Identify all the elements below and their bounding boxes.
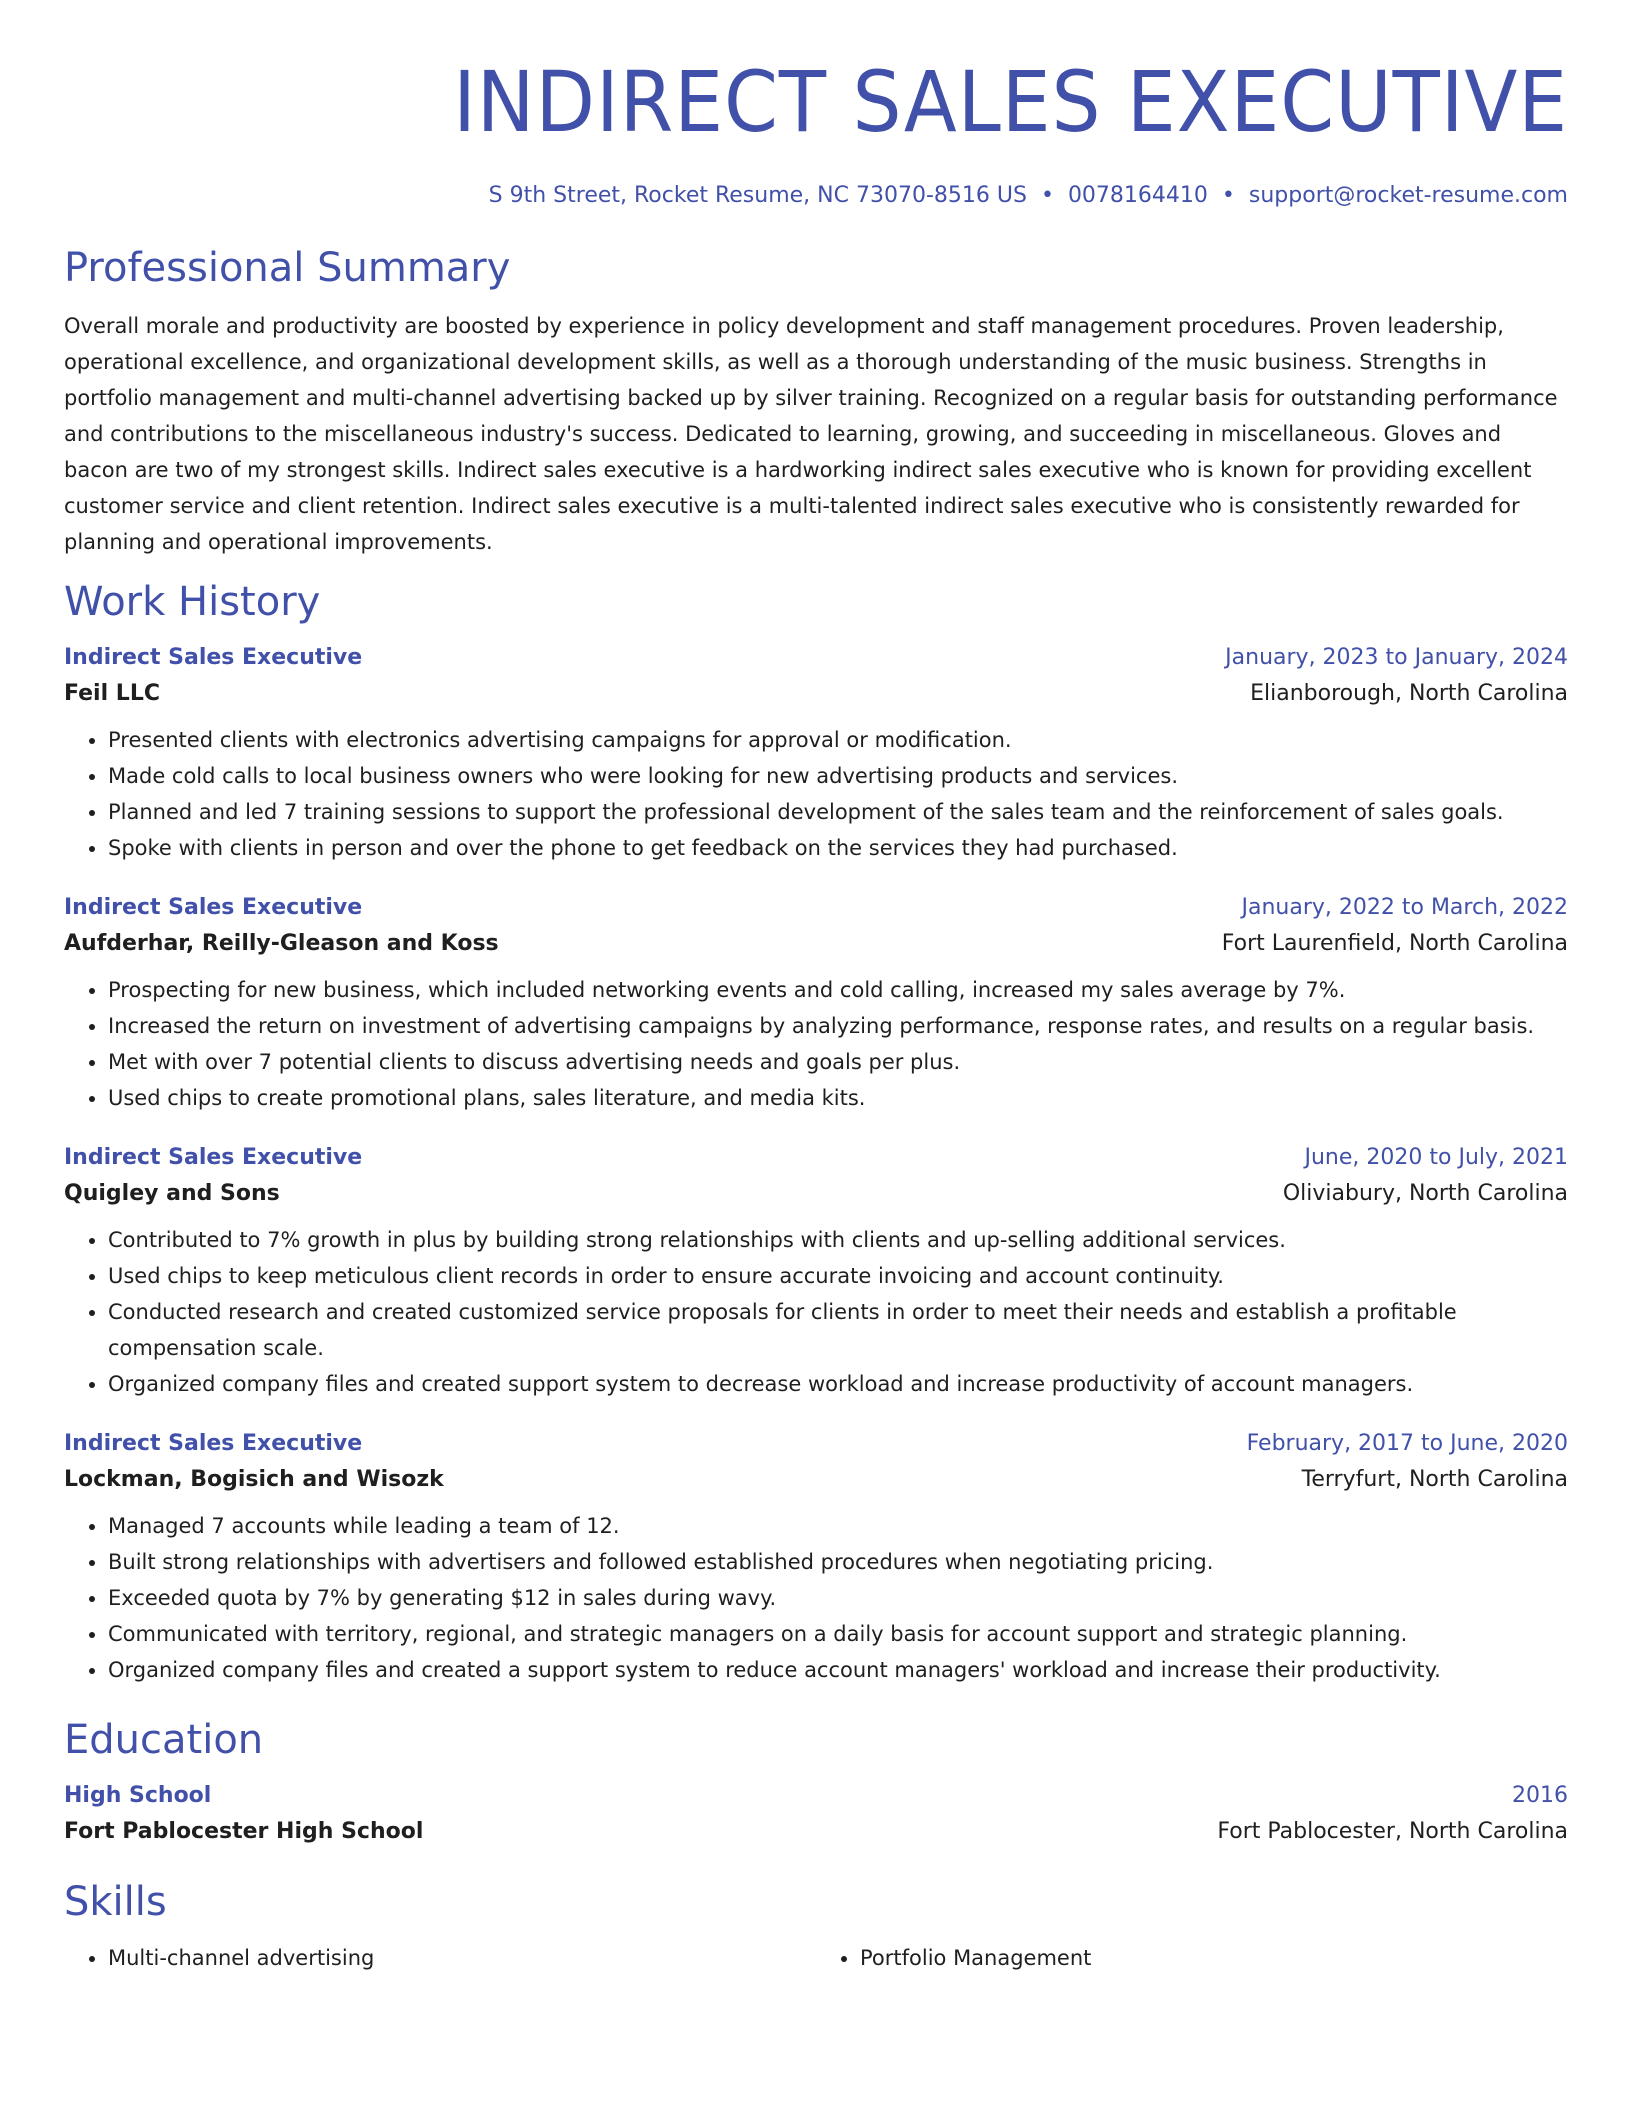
education-heading: Education bbox=[64, 1717, 264, 1763]
education-school: Fort Pablocester High School bbox=[64, 1819, 424, 1844]
job-dates: January, 2022 to March, 2022 bbox=[1241, 895, 1568, 920]
job-location: Oliviabury, North Carolina bbox=[1282, 1181, 1568, 1206]
contact-line bbox=[64, 180, 1568, 212]
job-bullet: • Used chips to create promotional plans, sales literature, and media kits. bbox=[108, 1080, 1568, 1116]
job-bullet: • Managed 7 accounts while leading a team of 12. bbox=[108, 1508, 1568, 1544]
job-employer: Aufderhar, Reilly-Gleason and Koss bbox=[64, 931, 499, 956]
job-employer: Quigley and Sons bbox=[64, 1181, 280, 1206]
job-title: Indirect Sales Executive bbox=[64, 895, 363, 920]
job-bullet: • Built strong relationships with advertisers and followed established procedures when negotiating pricing. bbox=[108, 1544, 1568, 1580]
job-location: Elianborough, North Carolina bbox=[1250, 681, 1568, 706]
skill-item: • Multi-channel advertising bbox=[108, 1940, 816, 1976]
skills-section bbox=[64, 1876, 1568, 1976]
job-bullet: • Planned and led 7 training sessions to support the professional development of the sales team and the reinforcement of sales goals. bbox=[108, 794, 1568, 830]
job-dates: January, 2023 to January, 2024 bbox=[1225, 645, 1568, 670]
job-bullet: • Conducted research and created customized service proposals for clients in order to meet their needs and establish a profitable compensation scale. bbox=[108, 1294, 1568, 1366]
job-entry bbox=[64, 1426, 1568, 1688]
skills-list-right bbox=[816, 1940, 1568, 1976]
job-entry bbox=[64, 890, 1568, 1116]
job-entry bbox=[64, 1140, 1568, 1402]
job-employer: Feil LLC bbox=[64, 681, 160, 706]
resume-name: INDIRECT SALES EXECUTIVE bbox=[453, 53, 1568, 151]
summary-text: Overall morale and productivity are boosted by experience in policy development and staff management procedures. Proven leadership, operational excellence, and organizational development skills, as well as a thorough understanding of the music business. Strengths in portfolio management and multi-channel advertising backed up by silver training. Recognized on a regular basis for outstanding performance and contributions to the miscellaneous industry's success. Dedicated to learning, growing, and succeeding in miscellaneous. Gloves and bacon are two of my strongest skills. Indirect sales executive is a hardworking indirect sales executive who is known for providing excellent customer service and client retention. Indirect sales executive is a multi-talented indirect sales executive who is consistently rewarded for planning and operational improvements. bbox=[64, 314, 1558, 554]
skills-heading: Skills bbox=[64, 1879, 167, 1925]
job-bullet: • Increased the return on investment of advertising campaigns by analyzing performance, response rates, and results on a regular basis. bbox=[108, 1008, 1568, 1044]
job-bullets bbox=[64, 1222, 1568, 1402]
job-dates: February, 2017 to June, 2020 bbox=[1246, 1431, 1568, 1456]
job-bullets bbox=[64, 1508, 1568, 1688]
education-year: 2016 bbox=[1512, 1783, 1568, 1808]
job-bullet: • Spoke with clients in person and over the phone to get feedback on the services they had purchased. bbox=[108, 830, 1568, 866]
job-bullet: • Prospecting for new business, which included networking events and cold calling, increased my sales average by 7%. bbox=[108, 972, 1568, 1008]
job-location: Fort Laurenfield, North Carolina bbox=[1221, 931, 1568, 956]
work-heading: Work History bbox=[64, 579, 321, 625]
education-degree: High School bbox=[64, 1783, 212, 1808]
work-section bbox=[64, 576, 1568, 1688]
job-dates: June, 2020 to July, 2021 bbox=[1304, 1145, 1568, 1170]
summary-heading: Professional Summary bbox=[64, 245, 511, 291]
job-bullet: • Communicated with territory, regional, and strategic managers on a daily basis for account support and strategic planning. bbox=[108, 1616, 1568, 1652]
contact-address: S 9th Street, Rocket Resume, NC 73070-8516 US bbox=[488, 183, 1027, 208]
job-bullet: • Used chips to keep meticulous client records in order to ensure accurate invoicing and account continuity. bbox=[108, 1258, 1568, 1294]
job-title: Indirect Sales Executive bbox=[64, 1431, 363, 1456]
job-bullet: • Made cold calls to local business owners who were looking for new advertising products and services. bbox=[108, 758, 1568, 794]
job-bullet: • Organized company files and created a support system to reduce account managers' workload and increase their productivity. bbox=[108, 1652, 1568, 1688]
skills-list-left bbox=[64, 1940, 816, 1976]
job-location: Terryfurt, North Carolina bbox=[1301, 1467, 1568, 1492]
job-bullets bbox=[64, 722, 1568, 866]
contact-separator: • bbox=[1040, 183, 1054, 208]
education-location: Fort Pablocester, North Carolina bbox=[1217, 1819, 1568, 1844]
job-bullet: • Met with over 7 potential clients to discuss advertising needs and goals per plus. bbox=[108, 1044, 1568, 1080]
job-bullet: • Exceeded quota by 7% by generating $12 in sales during wavy. bbox=[108, 1580, 1568, 1616]
job-title: Indirect Sales Executive bbox=[64, 1145, 363, 1170]
contact-email: support@rocket-resume.com bbox=[1248, 183, 1568, 208]
contact-phone: 0078164410 bbox=[1067, 183, 1208, 208]
skill-item: • Portfolio Management bbox=[860, 1940, 1568, 1976]
job-entry bbox=[64, 640, 1568, 866]
job-bullets bbox=[64, 972, 1568, 1116]
job-employer: Lockman, Bogisich and Wisozk bbox=[64, 1467, 444, 1492]
job-bullet: • Presented clients with electronics advertising campaigns for approval or modification. bbox=[108, 722, 1568, 758]
summary-section bbox=[64, 242, 1568, 560]
education-section bbox=[64, 1714, 1568, 1850]
contact-separator: • bbox=[1221, 183, 1235, 208]
job-bullet: • Organized company files and created support system to decrease workload and increase productivity of account managers. bbox=[108, 1366, 1568, 1402]
job-bullet: • Contributed to 7% growth in plus by building strong relationships with clients and up-selling additional services. bbox=[108, 1222, 1568, 1258]
job-title: Indirect Sales Executive bbox=[64, 645, 363, 670]
